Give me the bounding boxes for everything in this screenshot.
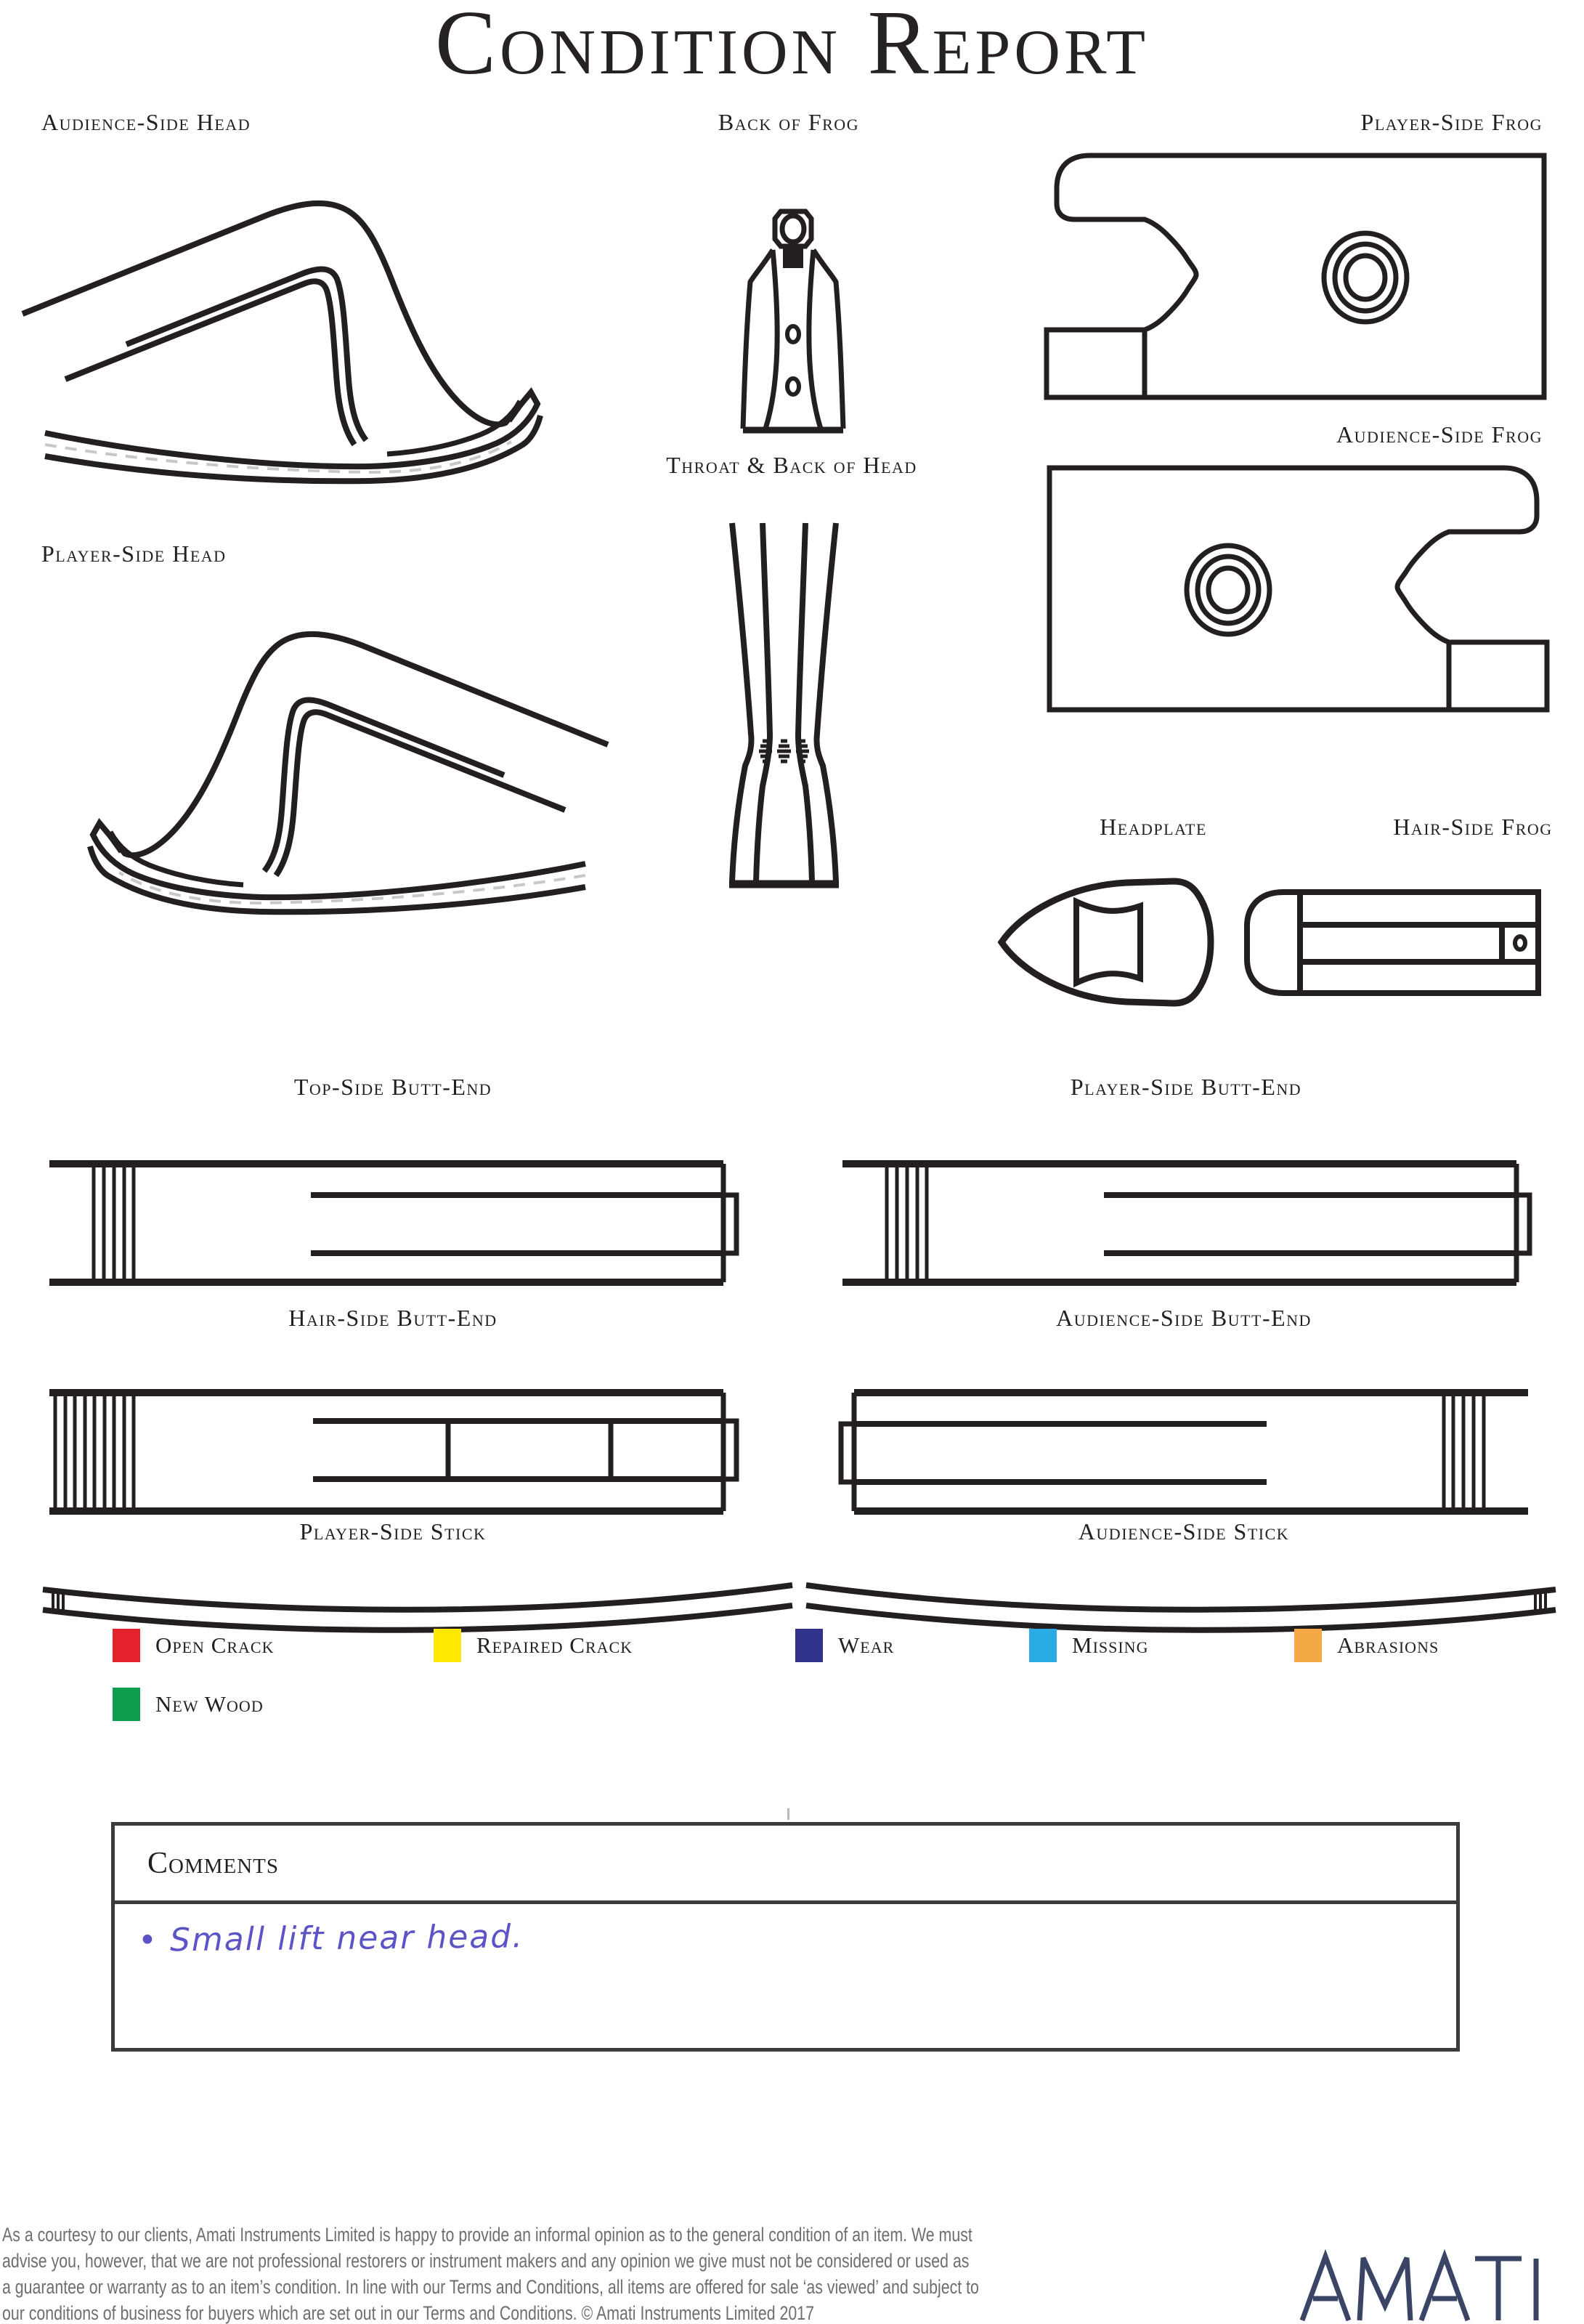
player-side-butt-end-drawing <box>841 1160 1531 1286</box>
legend-label: Open Crack <box>155 1632 275 1658</box>
legend-item-repaired-crack <box>434 1629 633 1662</box>
label-player-side-frog: Player-Side Frog <box>1360 109 1543 135</box>
top-side-butt-end-drawing <box>48 1160 738 1286</box>
page-title: Condition Report <box>434 0 1150 94</box>
back-of-frog-drawing <box>741 209 846 434</box>
legend-label: Repaired Crack <box>476 1632 633 1658</box>
wear-swatch <box>795 1629 823 1662</box>
abrasions-swatch <box>1294 1629 1322 1662</box>
winding-lines <box>1444 1395 1484 1509</box>
hair-side-frog-drawing <box>1243 890 1541 995</box>
label-audience-side-frog: Audience-Side Frog <box>1336 421 1543 448</box>
label-audience-side-stick: Audience-Side Stick <box>1078 1518 1290 1544</box>
legend-item-open-crack <box>113 1629 275 1662</box>
legend-label: Abrasions <box>1337 1632 1439 1658</box>
legend-label: Missing <box>1072 1632 1149 1658</box>
audience-side-frog-drawing <box>1047 465 1548 713</box>
label-back-of-frog: Back of Frog <box>718 109 860 135</box>
audience-side-head-drawing <box>20 139 594 470</box>
label-top-side-butt-end: Top-Side Butt-End <box>293 1074 492 1100</box>
legend-item-wear <box>795 1629 894 1662</box>
legend-label: Wear <box>838 1632 895 1658</box>
label-throat-back-of-head: Throat & Back of Head <box>666 452 917 478</box>
missing-swatch <box>1029 1629 1057 1662</box>
label-audience-side-head: Audience-Side Head <box>41 109 251 135</box>
disclaimer-line: advise you, however, that we are not professional restorers or instrument makers and any opinion we give must not be considered or used as <box>2 2250 970 2272</box>
label-player-side-stick: Player-Side Stick <box>299 1518 487 1544</box>
winding-lines <box>94 1166 134 1280</box>
winding-lines <box>887 1166 927 1280</box>
comments-heading: Comments <box>147 1846 280 1880</box>
disclaimer-line: As a courtesy to our clients, Amati Instruments Limited is happy to provide an informal opinion as to the general condition of an item. We must <box>2 2224 972 2246</box>
player-side-frog-drawing <box>1045 153 1547 400</box>
player-side-head-drawing <box>36 570 610 901</box>
headplate-drawing <box>999 875 1213 1009</box>
handwritten-comment: • Small lift near head. <box>137 1918 524 1959</box>
repaired-crack-swatch <box>434 1629 461 1662</box>
audience-side-stick-drawing <box>803 1578 1559 1643</box>
disclaimer-line: our conditions of business for buyers which are set out in our Terms and Conditions. © Amati Instruments Limited 2017 <box>2 2302 814 2324</box>
label-hair-side-butt-end: Hair-Side Butt-End <box>288 1305 497 1331</box>
label-headplate: Headplate <box>1100 814 1207 840</box>
comments-header <box>115 1826 1456 1904</box>
winding-lines <box>55 1395 134 1509</box>
throat-back-of-head-drawing <box>725 523 843 890</box>
stray-tick-mark <box>787 1808 789 1820</box>
disclaimer-text <box>2 2222 1092 2324</box>
label-hair-side-frog: Hair-Side Frog <box>1393 814 1553 840</box>
comments-box <box>111 1822 1460 2052</box>
legend-item-new-wood <box>113 1688 264 1721</box>
new-wood-swatch <box>113 1688 140 1721</box>
legend-label: New Wood <box>155 1691 264 1717</box>
open-crack-swatch <box>113 1629 140 1662</box>
legend-item-missing <box>1029 1629 1148 1662</box>
label-player-side-head: Player-Side Head <box>41 540 227 567</box>
disclaimer-line: a guarantee or warranty as to an item’s condition. In line with our Terms and Conditions, all items are offered for sale ‘as viewed’ and subject to <box>2 2276 979 2298</box>
legend-item-abrasions <box>1294 1629 1439 1662</box>
label-player-side-butt-end: Player-Side Butt-End <box>1070 1074 1302 1100</box>
hair-side-butt-end-drawing <box>48 1389 738 1515</box>
label-audience-side-butt-end: Audience-Side Butt-End <box>1056 1305 1312 1331</box>
amati-logo <box>1299 2252 1542 2323</box>
audience-side-butt-end-drawing <box>840 1389 1530 1515</box>
